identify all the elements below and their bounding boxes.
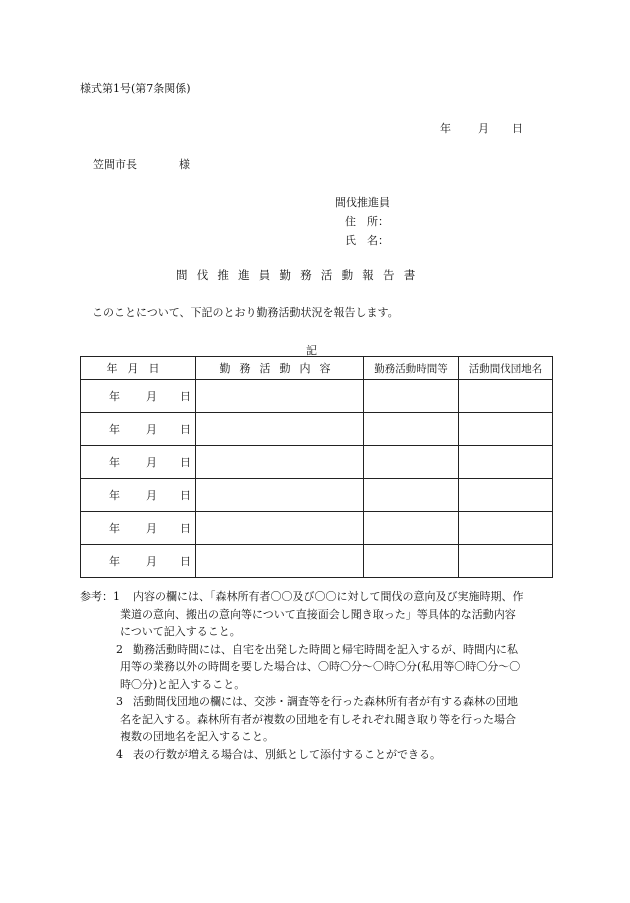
form-number: 様式第1号(第7条関係) xyxy=(80,82,191,95)
forest-land-cell[interactable] xyxy=(459,512,553,545)
note-number: 3 xyxy=(116,695,123,708)
notes-label: 参考： xyxy=(80,590,113,603)
forest-land-cell[interactable] xyxy=(459,380,553,413)
date-day-label: 日 xyxy=(180,423,191,436)
activity-table xyxy=(80,356,553,578)
activity-content-cell[interactable] xyxy=(196,446,364,479)
date-month-label: 月 xyxy=(146,555,157,568)
note-line: 複数の団地名を記入すること。 xyxy=(120,730,274,743)
note-line: 名を記入する。森林所有者が複数の団地を有しそれぞれ聞き取り等を行った場合 xyxy=(120,712,516,726)
table-row xyxy=(81,413,553,446)
activity-time-cell[interactable] xyxy=(364,545,459,578)
table-row xyxy=(81,512,553,545)
activity-content-cell[interactable] xyxy=(196,380,364,413)
forest-land-cell[interactable] xyxy=(459,413,553,446)
table-row xyxy=(81,446,553,479)
date-cell[interactable] xyxy=(81,545,196,578)
header-date: 年月日 xyxy=(81,357,196,380)
date-cell[interactable] xyxy=(81,479,196,512)
note-line: 活動間伐団地の欄には、交渉・調査等を行った森林所有者が有する森林の団地 xyxy=(133,695,518,708)
date-year-label: 年 xyxy=(109,522,120,535)
date-day-label: 日 xyxy=(180,555,191,568)
reporter-name-label: 氏 名： xyxy=(345,234,389,247)
note-line: 表の行数が増える場合は、別紙として添付することができる。 xyxy=(133,747,441,761)
activity-content-cell[interactable] xyxy=(196,512,364,545)
date-cell[interactable] xyxy=(81,380,196,413)
reporter-role: 間伐推進員 xyxy=(335,196,390,209)
activity-time-cell[interactable] xyxy=(364,512,459,545)
note-line: 業道の意向、搬出の意向等について直接面会し聞き取った」等具体的な活動内容 xyxy=(120,607,516,621)
note-line: について記入すること。 xyxy=(120,625,241,638)
date-year-label: 年 xyxy=(109,423,120,436)
date-day-label: 日 xyxy=(180,456,191,469)
note-number: 1 xyxy=(113,590,120,603)
date-cell[interactable] xyxy=(81,446,196,479)
table-header-row xyxy=(81,357,553,380)
note-line: 用等の業務以外の時間を要した場合は、〇時〇分～〇時〇分(私用等〇時〇分～〇 xyxy=(120,660,521,673)
note-line: 時〇分)と記入すること。 xyxy=(120,677,246,691)
date-year-label: 年 xyxy=(109,555,120,568)
reporter-block xyxy=(335,193,390,250)
date-day-label: 日 xyxy=(180,489,191,502)
addressee-title: 笠間市長 xyxy=(93,158,137,171)
addressee-suffix: 様 xyxy=(179,158,190,171)
date-cell[interactable] xyxy=(81,512,196,545)
date-month-label: 月 xyxy=(146,456,157,469)
date-year-label: 年 xyxy=(440,122,451,135)
header-forest-land: 活動間伐団地名 xyxy=(459,357,553,380)
note-line: 内容の欄には、「森林所有者〇〇及び〇〇に対して間伐の意向及び実施時期、作 xyxy=(133,590,524,603)
note-number: 2 xyxy=(116,642,123,656)
table-row xyxy=(81,545,553,578)
activity-time-cell[interactable] xyxy=(364,446,459,479)
header-activity-content: 勤務活動内容 xyxy=(196,357,364,380)
activity-content-cell[interactable] xyxy=(196,479,364,512)
table-row xyxy=(81,380,553,413)
date-month-label: 月 xyxy=(146,423,157,436)
date-year-label: 年 xyxy=(109,456,120,469)
date-month-label: 月 xyxy=(146,390,157,403)
note-number: 4 xyxy=(116,747,123,761)
activity-time-cell[interactable] xyxy=(364,413,459,446)
date-month-label: 月 xyxy=(146,489,157,502)
intro-text: このことについて、下記のとおり勤務活動状況を報告します。 xyxy=(92,306,399,319)
document-title: 間伐推進員勤務活動報告書 xyxy=(176,268,425,282)
activity-time-cell[interactable] xyxy=(364,479,459,512)
activity-content-cell[interactable] xyxy=(196,545,364,578)
date-day-label: 日 xyxy=(180,390,191,403)
forest-land-cell[interactable] xyxy=(459,446,553,479)
table-row xyxy=(81,479,553,512)
date-year-label: 年 xyxy=(109,489,120,502)
date-year-label: 年 xyxy=(109,390,120,403)
reporter-address-label: 住 所： xyxy=(345,215,389,228)
report-date xyxy=(440,120,523,136)
date-day-label: 日 xyxy=(512,122,523,135)
note-line: 勤務活動時間には、自宅を出発した時間と帰宅時間を記入するが、時間内に私 xyxy=(133,642,518,656)
date-month-label: 月 xyxy=(478,122,489,135)
forest-land-cell[interactable] xyxy=(459,545,553,578)
ki-label: 記 xyxy=(306,344,317,357)
forest-land-cell[interactable] xyxy=(459,479,553,512)
date-month-label: 月 xyxy=(146,522,157,535)
date-day-label: 日 xyxy=(180,522,191,535)
date-cell[interactable] xyxy=(81,413,196,446)
header-activity-time: 勤務活動時間等 xyxy=(364,357,459,380)
activity-time-cell[interactable] xyxy=(364,380,459,413)
addressee xyxy=(93,156,190,172)
activity-content-cell[interactable] xyxy=(196,413,364,446)
